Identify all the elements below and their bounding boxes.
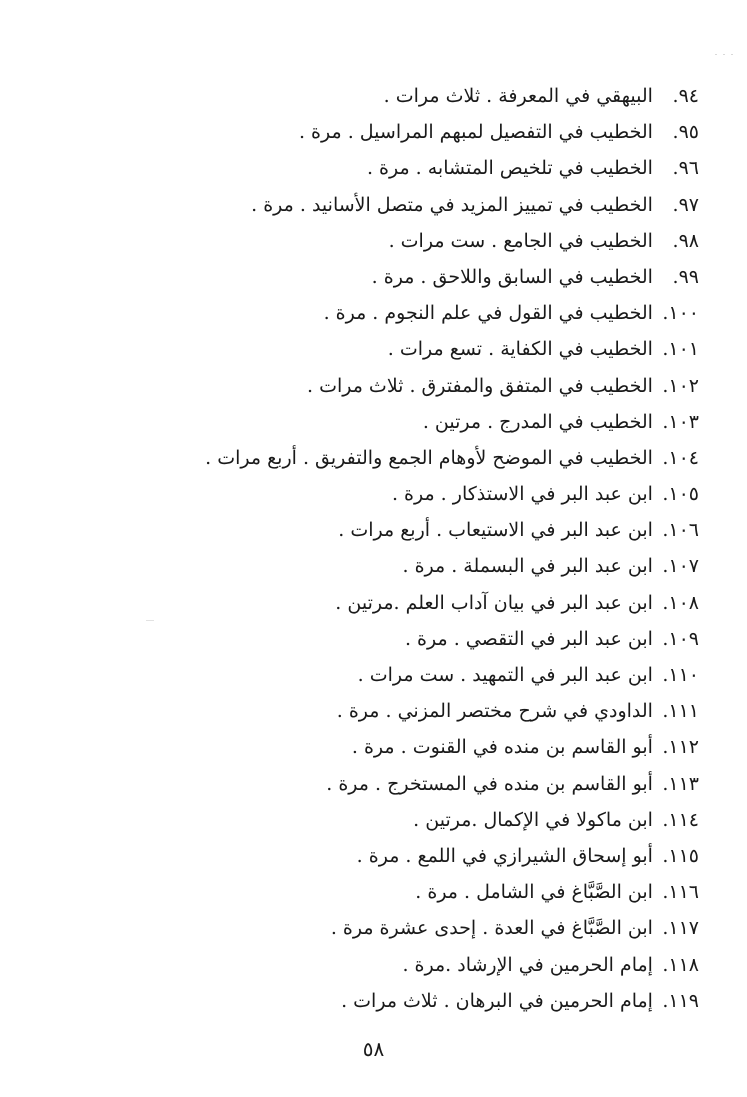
item-number: ١١٧. bbox=[662, 917, 699, 940]
list-item bbox=[179, 657, 699, 693]
item-number: ١١٣. bbox=[662, 772, 699, 795]
item-text: أبو إسحاق الشيرازي في اللمع . مرة . bbox=[356, 844, 653, 867]
item-number: ١٠٥. bbox=[662, 483, 699, 506]
item-text: أبو القاسم بن منده في المستخرج . مرة . bbox=[326, 772, 653, 795]
item-number: ١١٢. bbox=[662, 736, 699, 759]
item-number: ١٠٩. bbox=[662, 627, 699, 650]
item-number: ١١١. bbox=[662, 700, 699, 723]
item-number: ٩٨. bbox=[672, 229, 699, 252]
list-item bbox=[179, 331, 699, 367]
item-number: ٩٥. bbox=[672, 121, 699, 144]
list-item bbox=[179, 368, 699, 404]
list-item bbox=[179, 114, 699, 150]
list-item bbox=[179, 404, 699, 440]
item-number: ٩٧. bbox=[672, 193, 699, 216]
item-text: الخطيب في القول في علم النجوم . مرة . bbox=[323, 302, 653, 325]
list-item bbox=[179, 295, 699, 331]
item-text: الخطيب في تلخيص المتشابه . مرة . bbox=[366, 157, 653, 180]
list-item bbox=[179, 585, 699, 621]
item-text: ابن عبد البر في بيان آداب العلم .مرتين . bbox=[335, 591, 653, 614]
list-item bbox=[179, 729, 699, 765]
item-number: ١٠٠. bbox=[662, 302, 699, 325]
item-text: الخطيب في التفصيل لمبهم المراسيل . مرة . bbox=[298, 121, 653, 144]
item-number: ٩٤. bbox=[672, 85, 699, 107]
item-text: ابن عبد البر في الاستيعاب . أربع مرات . bbox=[338, 519, 653, 542]
list-item bbox=[179, 512, 699, 548]
scan-mark bbox=[146, 620, 154, 621]
item-text: ابن الصَّبَّاغ في الشامل . مرة . bbox=[415, 881, 653, 904]
scan-specks bbox=[707, 52, 733, 58]
item-number: ١٠٨. bbox=[662, 591, 699, 614]
item-text: إمام الحرمين في البرهان . ثلاث مرات . bbox=[341, 989, 653, 1012]
item-number: ١١٦. bbox=[662, 881, 699, 904]
list-item bbox=[179, 78, 699, 114]
item-text: الخطيب في المدرج . مرتين . bbox=[422, 410, 653, 433]
item-text: الداودي في شرح مختصر المزني . مرة . bbox=[336, 700, 653, 723]
item-text: الخطيب في السابق واللاحق . مرة . bbox=[371, 265, 653, 288]
item-text: الخطيب في الموضح لأوهام الجمع والتفريق . أربع مرات . bbox=[205, 446, 653, 469]
list-item bbox=[179, 874, 699, 910]
list-item bbox=[179, 440, 699, 476]
list-item bbox=[179, 548, 699, 584]
item-number: ٩٩. bbox=[672, 265, 699, 288]
item-text: ابن عبد البر في التمهيد . ست مرات . bbox=[357, 664, 653, 686]
item-text: ابن عبد البر في التقصي . مرة . bbox=[404, 627, 653, 650]
list-item bbox=[179, 693, 699, 729]
item-text: الخطيب في تمييز المزيد في متصل الأسانيد . مرة . bbox=[251, 193, 653, 216]
item-number: ١١٨. bbox=[662, 953, 699, 976]
list-item bbox=[179, 910, 699, 946]
list-item bbox=[179, 223, 699, 259]
item-number: ١٠٤. bbox=[662, 446, 699, 469]
reference-list bbox=[179, 78, 699, 1019]
item-number: ١١٠. bbox=[662, 664, 699, 686]
item-text: ابن عبد البر في الاستذكار . مرة . bbox=[391, 483, 653, 506]
page-number: ٥٨ bbox=[362, 1037, 385, 1061]
item-number: ١١٤. bbox=[662, 808, 699, 831]
item-text: إمام الحرمين في الإرشاد .مرة . bbox=[402, 953, 653, 976]
item-number: ١٠٧. bbox=[662, 555, 699, 578]
item-number: ٩٦. bbox=[672, 157, 699, 180]
list-item bbox=[179, 187, 699, 223]
list-item bbox=[179, 838, 699, 874]
list-item bbox=[179, 766, 699, 802]
item-number: ١١٩. bbox=[662, 989, 699, 1012]
item-text: أبو القاسم بن منده في القنوت . مرة . bbox=[351, 736, 653, 759]
list-item bbox=[179, 947, 699, 983]
item-number: ١٠٦. bbox=[662, 519, 699, 542]
item-number: ١١٥. bbox=[662, 844, 699, 867]
item-text: ابن عبد البر في البسملة . مرة . bbox=[402, 555, 653, 578]
item-number: ١٠٣. bbox=[662, 410, 699, 433]
item-text: الخطيب في المتفق والمفترق . ثلاث مرات . bbox=[306, 374, 653, 397]
item-number: ١٠١. bbox=[662, 338, 699, 361]
list-item bbox=[179, 476, 699, 512]
list-item bbox=[179, 150, 699, 186]
item-text: ابن الصَّبَّاغ في العدة . إحدى عشرة مرة . bbox=[330, 917, 653, 940]
item-text: الخطيب في الجامع . ست مرات . bbox=[388, 229, 653, 252]
item-text: البيهقي في المعرفة . ثلاث مرات . bbox=[383, 85, 653, 107]
list-item bbox=[179, 259, 699, 295]
list-item bbox=[179, 621, 699, 657]
list-item bbox=[179, 802, 699, 838]
item-text: الخطيب في الكفاية . تسع مرات . bbox=[387, 338, 653, 361]
item-number: ١٠٢. bbox=[662, 374, 699, 397]
item-text: ابن ماكولا في الإكمال .مرتين . bbox=[413, 808, 653, 831]
list-item bbox=[179, 983, 699, 1019]
